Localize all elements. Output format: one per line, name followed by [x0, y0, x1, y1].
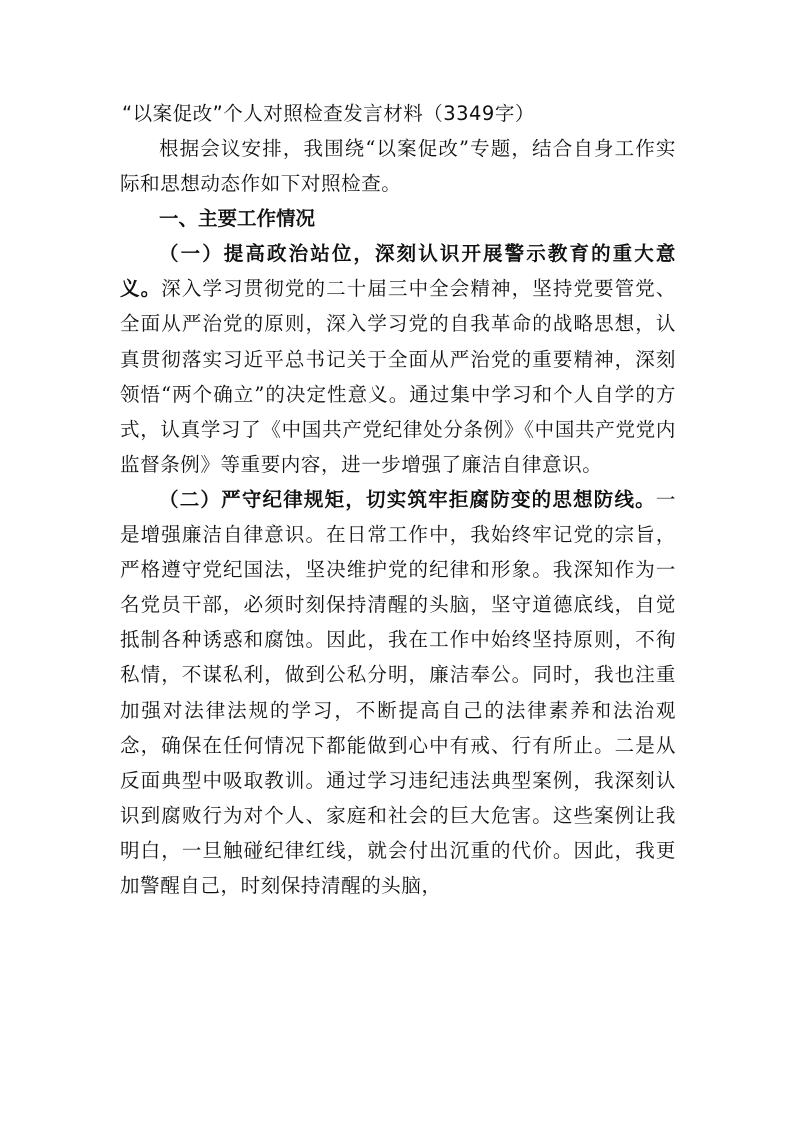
paragraph-political-stance	[120, 236, 676, 482]
document-page	[120, 96, 676, 903]
section-heading-main-work: 一、主要工作情况	[159, 207, 316, 231]
intro-paragraph: 根据会议安排，我围绕“以案促改”专题，结合自身工作实际和思想动态作如下对照检查。	[120, 137, 676, 196]
paragraph-body: 一是增强廉洁自律意识。在日常工作中，我始终牢记党的宗旨，严格遵守党纪国法，坚决维护党的纪律和形象。我深知作为一名党员干部，必须时刻保持清醒的头脑，坚守道德底线，自觉抵制各种诱惑和腐蚀。因此，我在工作中始终坚持原则，不徇私情，不谋私利，做到公私分明，廉洁奉公。同时，我也注重加强对法律法规的学习，不断提高自己的法律素养和法治观念，确保在任何情况下都能做到心中有戒、行有所止。二是从反面典型中吸取教训。通过学习违纪违法典型案例，我深刻认识到腐败行为对个人、家庭和社会的巨大危害。这些案例让我明白，一旦触碰纪律红线，就会付出沉重的代价。因此，我更加警醒自己，时刻保持清醒的头脑，	[120, 487, 676, 897]
paragraph-discipline	[120, 482, 676, 903]
paragraph-lead: （一）提高政治站位，深刻认识开展警示教育的重大意义。	[120, 242, 676, 301]
document-title: “以案促改”个人对照检查发言材料（3349字）	[122, 102, 535, 125]
paragraph-body: 深入学习贯彻党的二十届三中全会精神，坚持党要管党、全面从严治党的原则，深入学习党的自我革命的战略思想，认真贯彻落实习近平总书记关于全面从严治党的重要精神，深刻领悟“两个确立”的决定性意义。通过集中学习和个人自学的方式，认真学习了《中国共产党纪律处分条例》《中国共产党党内监督条例》等重要内容，进一步增强了廉洁自律意识。	[120, 277, 676, 476]
paragraph-lead: （二）严守纪律规矩，切实筑牢拒腐防变的思想防线。	[159, 487, 656, 511]
